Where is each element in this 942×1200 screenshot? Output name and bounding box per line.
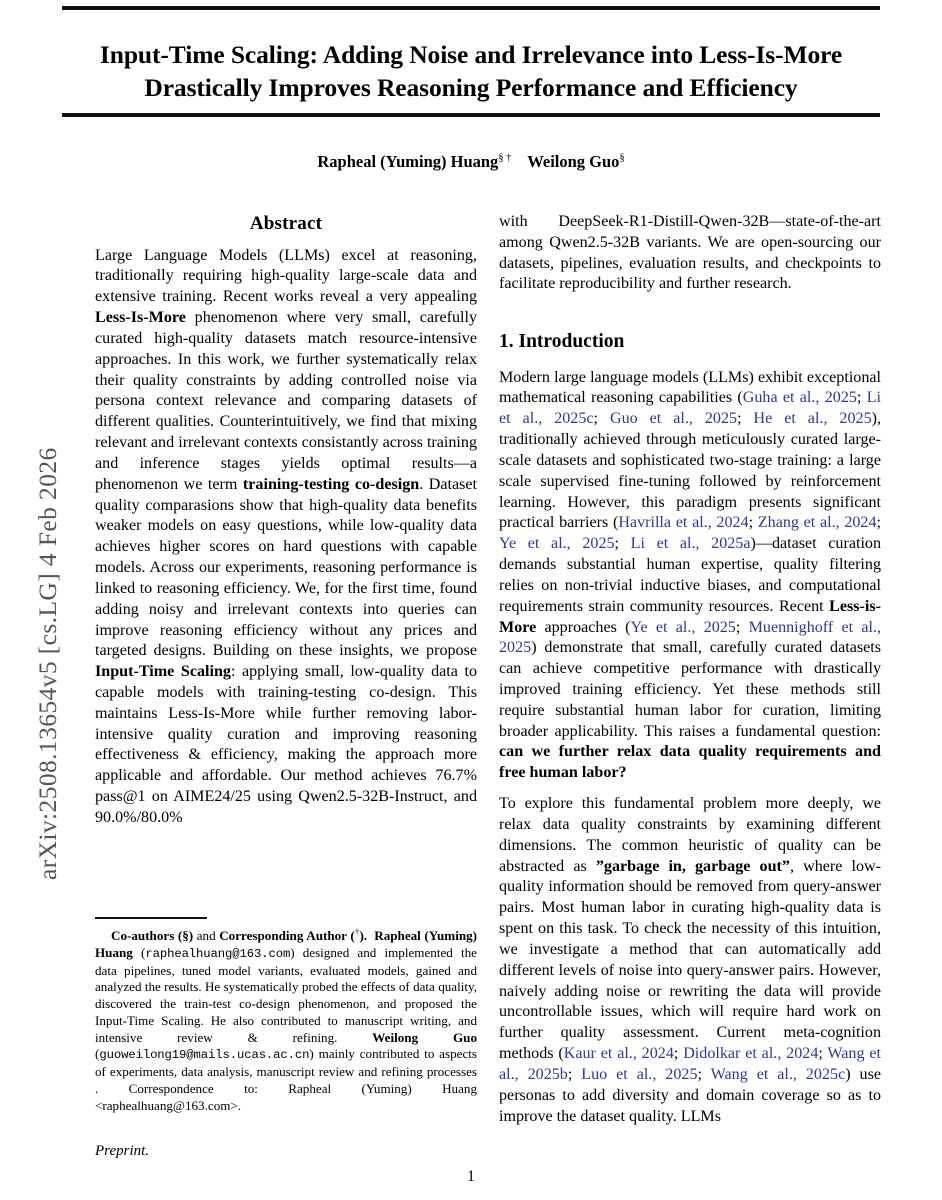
intro-paragraph-1 (499, 368, 881, 785)
footnote-email-huang[interactable]: raphealhuang@163.com (145, 946, 291, 961)
abstract-text-1: Large Language Models (LLMs) excel at reasoning, traditionally requiring high-quality large-scale data and extensive training. Recent works reveal a very appealing (95, 246, 477, 306)
footnote-text: ( (95, 1046, 100, 1062)
paper-page (62, 0, 880, 1200)
author-list (62, 152, 880, 172)
intro-paragraph-2 (499, 794, 881, 1127)
intro-bold-garbage-in-garbage-out: ”garbage in, garbage out” (595, 857, 790, 875)
abstract-text-4: : applying small, low-quality data to capable models with training-testing co-design. This maintains Less-Is-More while further removing labor-intensive quality curation and improving reasoning effectiveness & efficiency, making the approach more applicable and affordable. Our method achieves 76.7% pass@1 on AIME24/25 using Qwen2.5-32B-Instruct, and 90.0%/80.0% (95, 663, 477, 826)
abstract-body (95, 246, 477, 829)
intro-text: ; (737, 410, 754, 428)
arxiv-stamp-text: arXiv:2508.13654v5 [cs.LG] 4 Feb 2026 (33, 447, 62, 880)
abstract-text-2: phenomenon where very small, carefully curated high-quality datasets match resource-intensive approaches. In this work, we further systematically relax their quality constraints by adding controlled noise via persona context relevance and comparing datasets of different qualities. Counterintuitively, we find that mixing relevant and irrelevant contexts consistantly across training and inference stages yields optimal results—a phenomenon we term (95, 309, 477, 493)
intro-text: Modern large language models (LLMs) exhibit exceptional mathematical reasoning capabilities ( (499, 368, 881, 407)
citation-link[interactable]: Guo et al., 2025 (609, 410, 738, 428)
intro-text: ; (856, 389, 867, 407)
abstract-bold-less-is-more: Less-Is-More (95, 309, 186, 327)
footnote-text: ( (132, 944, 146, 960)
citation-link[interactable]: Didolkar et al., 2024 (683, 1045, 819, 1063)
intro-text: ) use personas to add diversity and domain coverage so as to improve the dataset quality. LLMs (499, 1065, 881, 1125)
author-entry (317, 152, 511, 171)
footnote-text: and (193, 928, 220, 943)
citation-link[interactable]: Havrilla et al., 2024 (618, 514, 749, 532)
citation-link[interactable]: Ye et al., 2025 (630, 618, 736, 636)
abstract-tail: with DeepSeek-R1-Distill-Qwen-32B—state-of-the-art among Qwen2.5-32B variants. We are open-sourcing our datasets, pipelines, evaluation results, and checkpoints to facilitate reproducibility and further research. (499, 213, 881, 293)
author-name: Weilong Guo (527, 152, 620, 171)
intro-bold-research-question: can we further relax data quality requirements and free human labor? (499, 743, 881, 782)
intro-text: ) demonstrate that small, carefully curated datasets can achieve competitive performance with drastically improved training efficiency. Yet these methods still require substantial human labor for curation, limiting broader applicability. This raises a fundamental question: (499, 639, 881, 740)
section-heading-spacer (499, 355, 881, 368)
footnote-separator-rule (95, 917, 207, 919)
intro-text: ), traditionally achieved through meticulously curated large-scale datasets and sophisticated two-stage training: a large scale supervised fine-tuning followed by reinforcement learning. However, this paradigm presents significant practical barriers ( (499, 410, 882, 532)
footnote-text: ) mainly contributed to aspects of experiments, data analysis, manuscript review and refining processes . Correspondence to: Rapheal (Yuming) Huang <raphealhuang@163.com>. (95, 1046, 477, 1113)
column-spacer (499, 295, 881, 329)
intro-text: ; (818, 1045, 828, 1063)
footnote-block (95, 928, 477, 1115)
citation-link[interactable]: Zhang et al., 2024 (757, 514, 877, 532)
intro-bold-less-is-more: Less-is-More (499, 597, 881, 636)
abstract-continuation (499, 212, 881, 295)
page-title: Input-Time Scaling: Adding Noise and Irrelevance into Less-Is-More Drastically Improves Reasoning Performance and Efficiency (99, 40, 843, 102)
intro-text: ; (673, 1045, 684, 1063)
page-number: 1 (467, 1168, 475, 1185)
citation-link[interactable]: Luo et al., 2025 (581, 1065, 698, 1083)
footnote-text: ) designed and implemented the data pipelines, tuned model variants, evaluated models, gained and analyzed the results. He systematically probed the effects of data quality, discovered the train-test co-design phenomenon, and proposed the Input-Time Scaling. He also contributed to manuscript writing, and intensive review & refining. (95, 944, 477, 1045)
column-right (499, 212, 881, 1127)
abstract-bold-training-testing-co-design: training-testing co-design (242, 475, 420, 493)
intro-text: ; (697, 1065, 711, 1083)
citation-link[interactable]: Kaur et al., 2024 (563, 1045, 674, 1063)
intro-text: ; (614, 535, 631, 553)
intro-text: )—dataset curation demands substantial human expertise, quality filtering relies on non-trivial inductive biases, and computational requirements strain community resources. Recent (499, 535, 882, 615)
author-entry (527, 152, 624, 171)
intro-text: , where low-quality information should be removed from query-answer pairs. Most human labor in curating high-quality data is spent on this task. To check the necessity of this intuition, we investigate a method that can automatically add different levels of noise into query-answer pairs. However, naively adding noise or rewriting the data will provide uncontrollable issues, which will require hard work on further quality assessment. Current meta-cognition methods ( (499, 857, 881, 1063)
citation-link[interactable]: Guha et al., 2025 (742, 389, 857, 407)
abstract-bold-input-time-scaling: Input-Time Scaling (95, 663, 231, 681)
intro-text: ; (593, 410, 610, 428)
header-rule-top (62, 6, 880, 10)
author-affiliation-marks: § † (498, 152, 512, 164)
author-name: Rapheal (Yuming) Huang (317, 152, 499, 171)
abstract-heading: Abstract (249, 213, 323, 234)
intro-text: ; (876, 514, 881, 532)
footnote-email-guo[interactable]: guoweilong19@mails.ucas.ac.cn (99, 1048, 310, 1063)
column-left (95, 212, 477, 829)
citation-link[interactable]: Muennighoff et al., 2025 (499, 618, 881, 657)
intro-text: ; (567, 1065, 582, 1083)
abstract-text-3: . Dataset quality comparasions show that high-quality data benefits weaker models on easy questions, while low-quality data achieves higher scores on hard questions with capable models. Across our experiments, reasoning performance is linked to reasoning efficiency. We, for the first time, found adding noisy and irrelevant contexts into queries can improve reasoning efficiency without any prices and targeted designs. Building on these insights, we propose (95, 475, 477, 660)
footnote-coauthors-label: Co-authors (§) (111, 928, 194, 943)
section-heading-introduction: 1. Introduction (499, 331, 625, 353)
preprint-label: Preprint. (95, 1143, 150, 1159)
footnote-dagger-mark: † (354, 927, 360, 937)
citation-link[interactable]: Wang et al., 2025c (710, 1065, 846, 1083)
header-rule-under-title (62, 113, 880, 117)
citation-link[interactable]: Li et al., 2025a (630, 535, 751, 553)
citation-link[interactable]: Li et al., 2025c (499, 389, 881, 428)
intro-text: To explore this fundamental problem more deeply, we relax data quality constraints by examining different dimensions. The common heuristic of quality can be abstracted as (499, 795, 881, 875)
author-affiliation-marks: § (619, 152, 625, 164)
citation-link[interactable]: Wang et al., 2025b (499, 1045, 881, 1083)
arxiv-stamp (0, 0, 62, 1200)
citation-link[interactable]: Ye et al., 2025 (499, 535, 615, 553)
intro-text: ; (735, 618, 749, 636)
intro-text: ; (748, 514, 758, 532)
footnote-author-name-huang: Rapheal (Yuming) Huang (95, 928, 478, 960)
citation-link[interactable]: He et al., 2025 (753, 410, 872, 428)
footnote-author-name-guo: Weilong Guo (372, 1029, 477, 1045)
footnote-corresponding-label: Corresponding Author (†). (219, 927, 368, 943)
intro-text: approaches ( (536, 618, 631, 636)
